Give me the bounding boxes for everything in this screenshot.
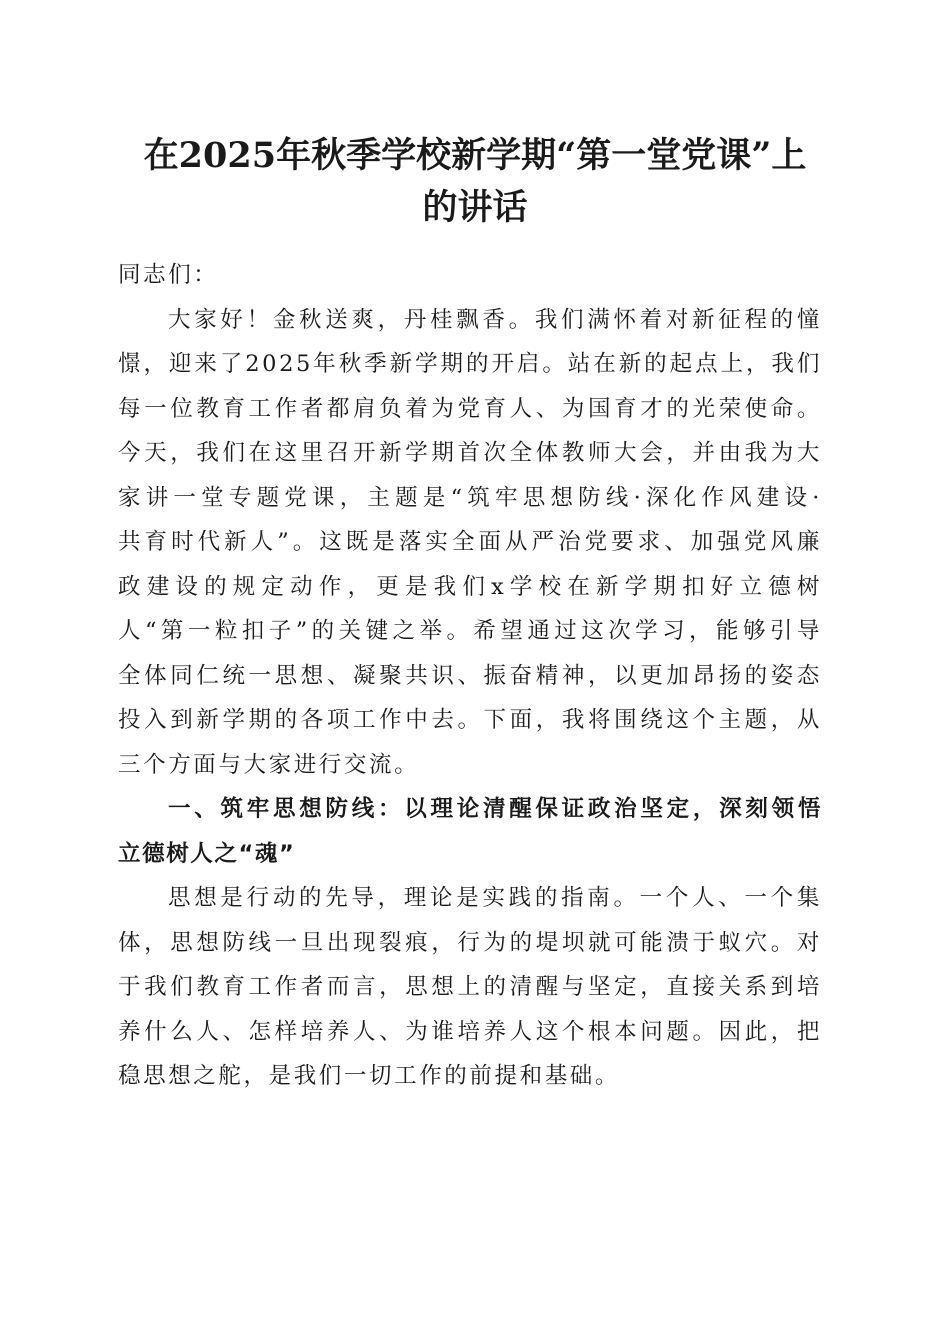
- paragraph-line: 每一位教育工作者都肩负着为党育人、为国育才的光荣使命。: [118, 395, 822, 422]
- paragraph-line: 思想是行动的先导，理论是实践的指南。一个人、一个集: [168, 885, 822, 911]
- paragraph-line: 全体同仁统一思想、凝聚共识、振奋精神，以更加昂扬的姿态: [118, 662, 822, 689]
- paragraph-line: 三个方面与大家进行交流。: [118, 751, 420, 778]
- paragraph-line: 家讲一堂专题党课，主题是“筑牢思想防线·深化作风建设·: [118, 484, 822, 511]
- paragraph-line: 共育时代新人”。这既是落实全面从严治党要求、加强党风廉: [118, 529, 822, 555]
- section-heading-line: 立德树人之“魂”: [118, 840, 296, 867]
- paragraph-line: 政建设的规定动作，更是我们x学校在新学期扣好立德树: [118, 573, 822, 600]
- document-body: [118, 253, 822, 1099]
- paragraph-line: 体，思想防线一旦出现裂痕，行为的堤坝就可能溃于蚁穴。对: [118, 929, 822, 956]
- page-title: [118, 130, 832, 234]
- paragraph-line: 稳思想之舵，是我们一切工作的前提和基础。: [118, 1063, 621, 1089]
- paragraph-line: 人“第一粒扣子”的关键之举。希望通过这次学习，能够引导: [118, 618, 822, 644]
- paragraph-line: 憬，迎来了2025年秋季新学期的开启。站在新的起点上，我们: [118, 351, 822, 377]
- title-line: 的讲话: [422, 187, 528, 228]
- paragraph-line: 大家好！金秋送爽，丹桂飘香。我们满怀着对新征程的憧: [168, 306, 822, 333]
- paragraph-line: 于我们教育工作者而言，思想上的清醒与坚定，直接关系到培: [118, 974, 822, 1000]
- paragraph-line: 投入到新学期的各项工作中去。下面，我将围绕这个主题，从: [118, 707, 822, 733]
- section-heading-line: 一、筑牢思想防线：以理论清醒保证政治坚定，深刻领悟: [168, 796, 822, 822]
- paragraph-line: 养什么人、怎样培养人、为谁培养人这个根本问题。因此，把: [118, 1018, 822, 1045]
- title-line: 在2025年秋季学校新学期“第一堂党课”上: [143, 135, 807, 176]
- paragraph-line: 今天，我们在这里召开新学期首次全体教师大会，并由我为大: [118, 440, 822, 466]
- salutation: 同志们：: [118, 262, 219, 288]
